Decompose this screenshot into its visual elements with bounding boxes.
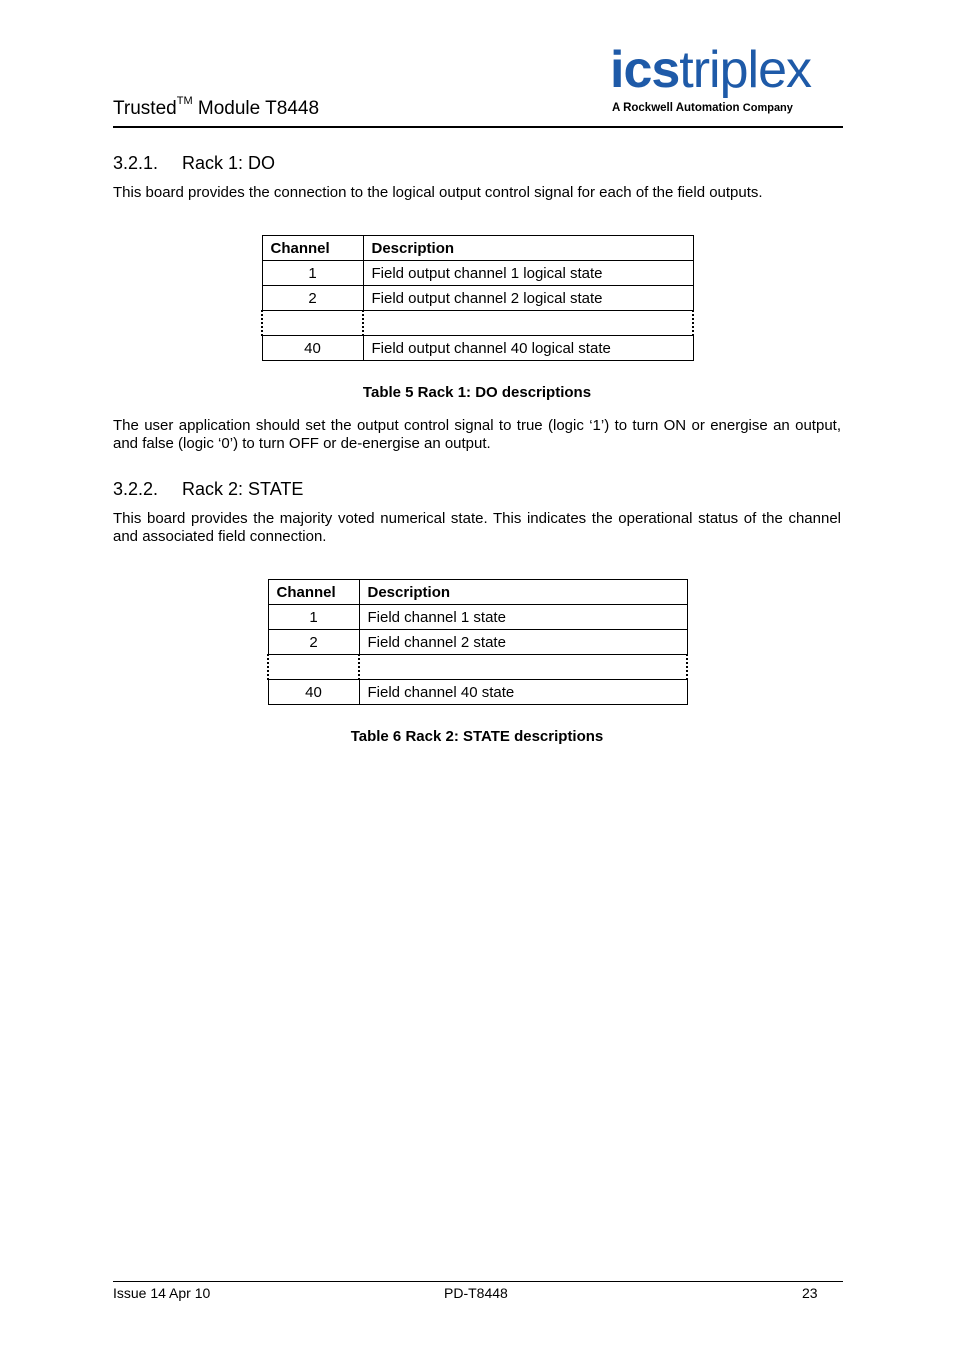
ellipsis-gap-row (262, 311, 693, 336)
logo-tagline (612, 102, 793, 114)
footer-page-number: 23 (802, 1285, 818, 1301)
table-row (268, 630, 687, 655)
footer-document-id: PD-T8448 (444, 1285, 508, 1301)
logo-wordmark (610, 41, 812, 99)
footer-issue: Issue 14 Apr 10 (113, 1285, 211, 1301)
section-title: Rack 1: DO (182, 153, 276, 173)
table-caption: Table 6 Rack 2: STATE descriptions (350, 728, 604, 745)
logo-ics: ics (610, 41, 680, 99)
table-row (268, 605, 687, 630)
title-suffix: Module T8448 (192, 98, 320, 119)
section-heading-rack2 (113, 479, 303, 500)
column-header-description: Description (363, 236, 693, 261)
section-title: Rack 2: STATE (182, 479, 304, 499)
section-intro-paragraph: This board provides the majority voted numerical state. This indicates the operational status of the channel and associated field connection. (113, 510, 841, 545)
column-header-description: Description (359, 580, 687, 605)
channel-cell: 1 (268, 605, 359, 630)
section-number: 3.2.2. (113, 479, 159, 499)
ics-triplex-logo (610, 41, 844, 120)
table-header-row (268, 580, 687, 605)
channel-cell: 2 (268, 630, 359, 655)
header-divider (113, 126, 843, 128)
channel-cell: 40 (268, 680, 359, 705)
table-caption: Table 5 Rack 1: DO descriptions (362, 384, 592, 401)
title-prefix: Trusted (113, 98, 177, 119)
trademark-superscript: TM (176, 95, 193, 107)
description-cell: Field output channel 40 logical state (363, 336, 693, 361)
gap-cell (359, 655, 687, 680)
table-header-row (262, 236, 693, 261)
description-cell: Field channel 1 state (359, 605, 687, 630)
logo-tagline-main: A Rockwell Automation (612, 102, 740, 114)
section-number: 3.2.1. (113, 153, 159, 173)
table-row (262, 336, 693, 361)
channel-cell: 40 (262, 336, 363, 361)
description-cell: Field channel 2 state (359, 630, 687, 655)
gap-cell (363, 311, 693, 336)
gap-cell (268, 655, 359, 680)
table-row (262, 286, 693, 311)
channel-cell: 1 (262, 261, 363, 286)
rack1-do-table (261, 235, 694, 361)
table-row (262, 261, 693, 286)
table-row (268, 680, 687, 705)
description-cell: Field output channel 1 logical state (363, 261, 693, 286)
section-heading-rack1 (113, 153, 275, 174)
channel-cell: 2 (262, 286, 363, 311)
section-intro-paragraph: This board provides the connection to the logical output control signal for each of the field outputs. (113, 184, 763, 201)
footer-divider (113, 1281, 843, 1282)
column-header-channel: Channel (262, 236, 363, 261)
description-cell: Field output channel 2 logical state (363, 286, 693, 311)
ellipsis-gap-row (268, 655, 687, 680)
document-title (113, 95, 320, 120)
column-header-channel: Channel (268, 580, 359, 605)
logo-triplex: triplex (679, 41, 812, 99)
logo-tagline-company: Company (742, 102, 793, 114)
rack2-state-table (267, 579, 688, 705)
gap-cell (262, 311, 363, 336)
description-cell: Field channel 40 state (359, 680, 687, 705)
output-logic-paragraph: The user application should set the output control signal to true (logic ‘1’) to turn ON or energise an output, and false (logic ‘0’) to turn OFF or de-energise an output. (113, 417, 841, 452)
